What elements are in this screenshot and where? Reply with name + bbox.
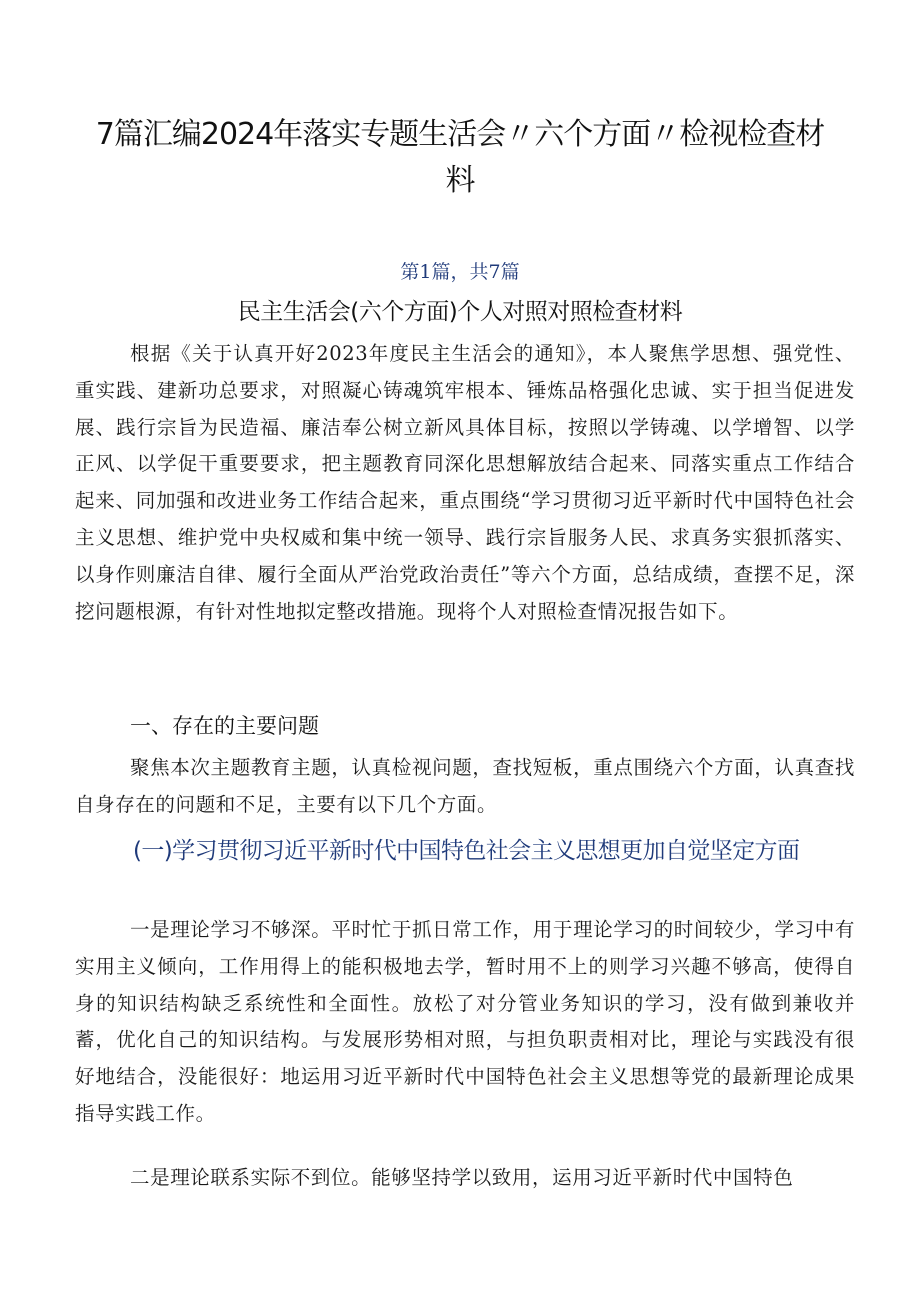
point-one-paragraph: 一是理论学习不够深。平时忙于抓日常工作，用于理论学习的时间较少，学习中有实用主义倾向，工作用得上的能积极地去学，暂时用不上的则学习兴趣不够高，使得自身的知识结构缺乏系统性和全面性。放松了对分管业务知识的学习，没有做到兼收并蓄，优化自己的知识结构。与发展形势相对照，与担负职责相对比，理论与实践没有很好地结合，没能很好：地运用习近平新时代中国特色社会主义思想等党的最新理论成果指导实践工作。 [75,918,855,1125]
subsection-heading-study: (一)学习贯彻习近平新时代中国特色社会主义思想更加自觉坚定方面 [133,838,800,864]
document-title: 7篇汇编2024年落实专题生活会〃六个方面〃检视检查材料 [95,117,825,198]
part-indicator: 第1篇，共7篇 [400,261,520,283]
intro-paragraph: 根据《关于认真开好2023年度民主生活会的通知》，本人聚焦学思想、强党性、重实践、建新功总要求，对照凝心铸魂筑牢根本、锤炼品格强化忠诚、实于担当促进发展、践行宗旨为民造福、廉洁奉公树立新风具体目标，按照以学铸魂、以学增智、以学正风、以学促干重要要求，把主题教育同深化思想解放结合起来、同落实重点工作结合起来、同加强和改进业务工作结合起来，重点围绕“学习贯彻习近平新时代中国特色社会主义思想、维护党中央权威和集中统一领导、践行宗旨服务人民、求真务实狠抓落实、以身作则廉洁自律、履行全面从严治党政治责任”等六个方面，总结成绩，查摆不足，深挖问题根源，有针对性地拟定整改措施。现将个人对照检查情况报告如下。 [75,342,855,623]
point-two-paragraph: 二是理论联系实际不到位。能够坚持学以致用，运用习近平新时代中国特色 [130,1166,794,1189]
article-title: 民主生活会(六个方面)个人对照对照检查材料 [237,299,683,325]
focus-paragraph: 聚焦本次主题教育主题，认真检视问题，查找短板，重点围绕六个方面，认真查找自身存在的问题和不足，主要有以下几个方面。 [75,756,855,816]
section-heading-main-problems: 一、存在的主要问题 [130,714,319,738]
